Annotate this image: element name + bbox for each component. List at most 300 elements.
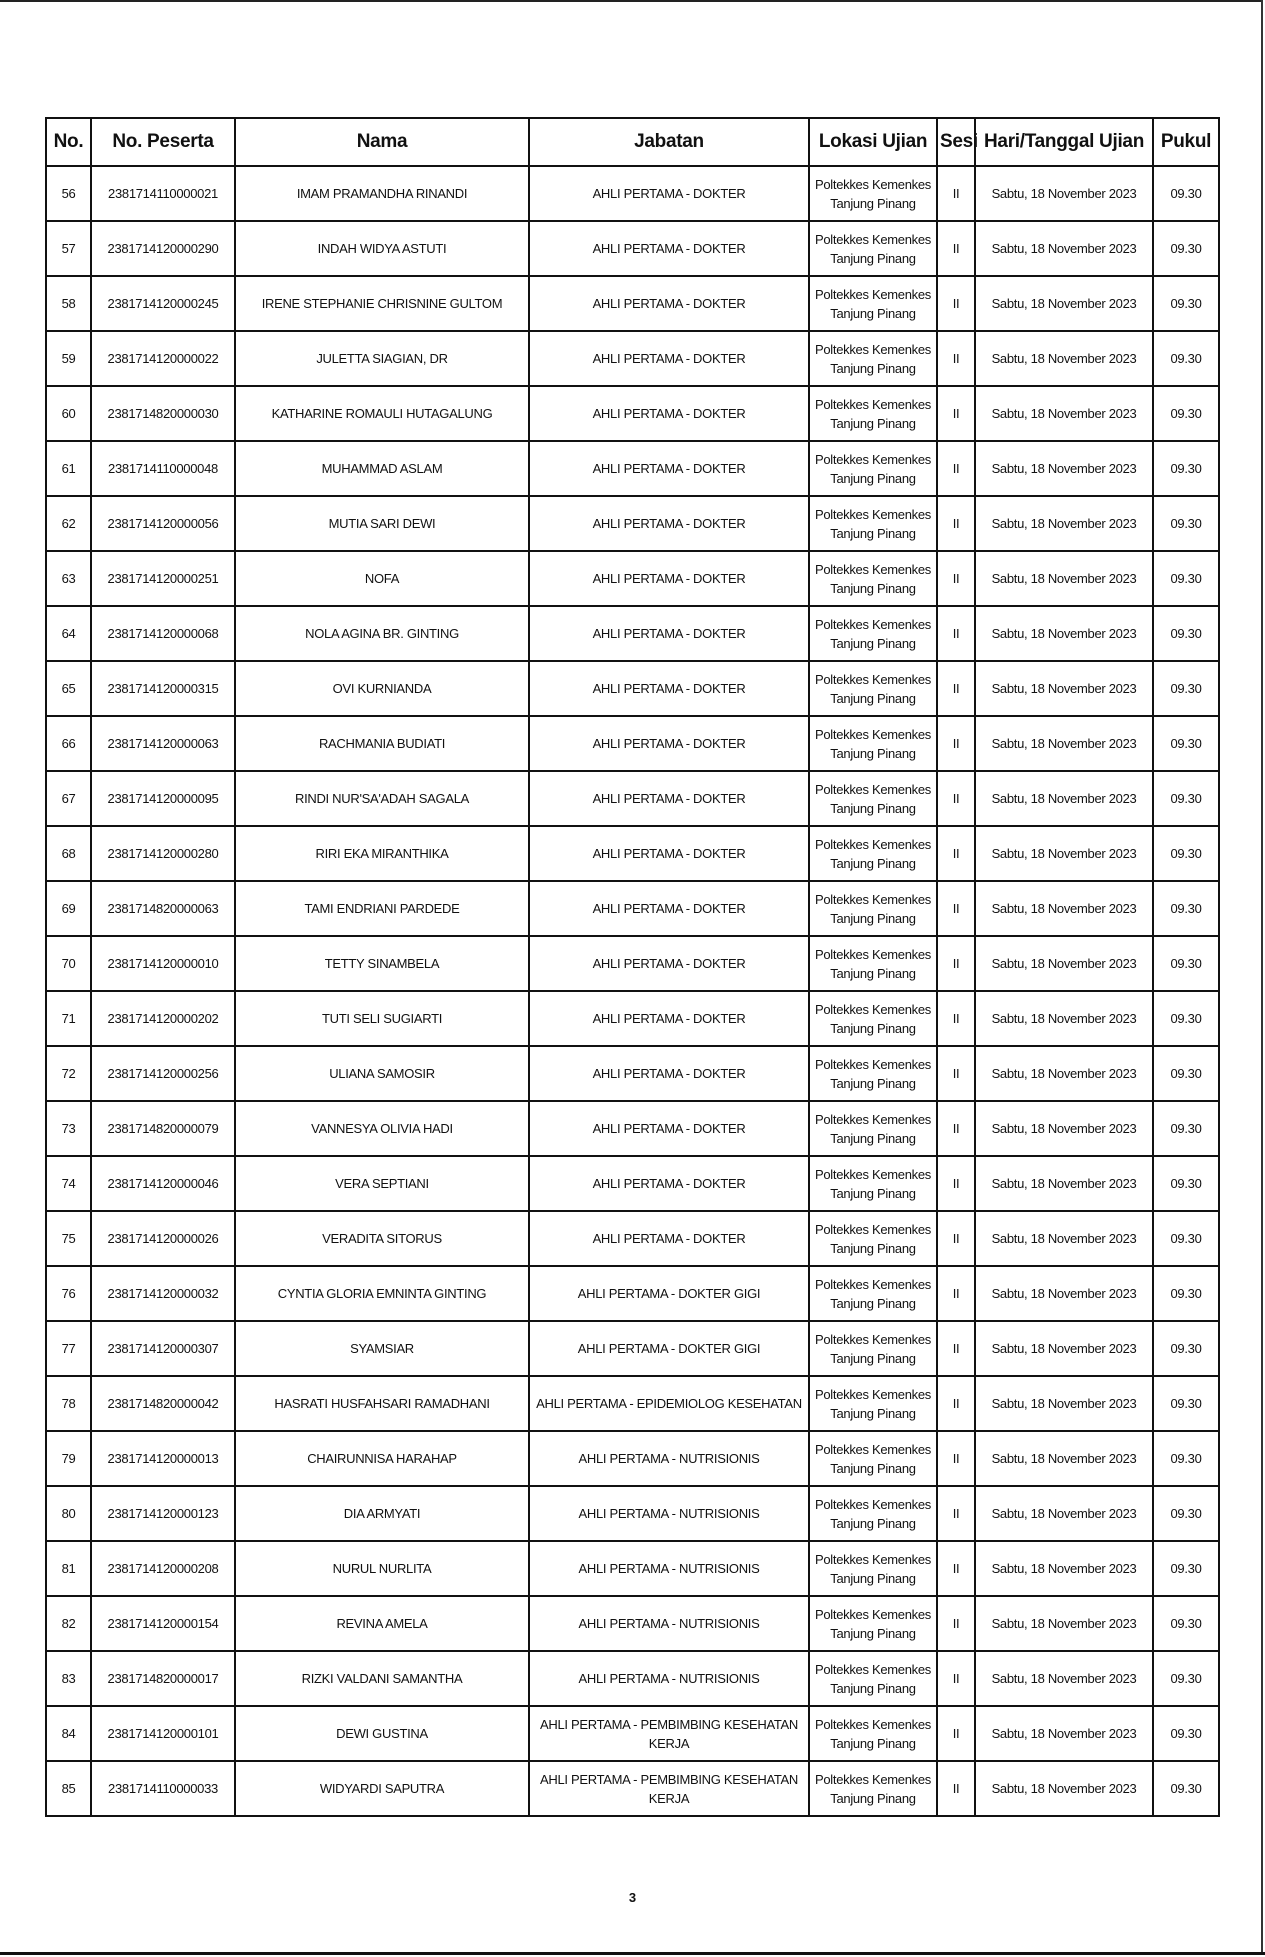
cell-pukul: 09.30 [1153,1101,1219,1156]
cell-no: 85 [46,1761,91,1816]
cell-no-peserta: 2381714120000032 [91,1266,235,1321]
lokasi-line-1: Poltekkes Kemenkes [815,451,931,467]
table-row [46,1541,1219,1596]
cell-tanggal-ujian: Sabtu, 18 November 2023 [975,331,1153,386]
cell-tanggal-ujian: Sabtu, 18 November 2023 [975,166,1153,221]
cell-sesi: II [937,1266,975,1321]
cell-no-peserta: 2381714120000251 [91,551,235,606]
cell-jabatan: AHLI PERTAMA - DOKTER [529,331,809,386]
cell-tanggal-ujian: Sabtu, 18 November 2023 [975,276,1153,331]
lokasi-line-2: Tanjung Pinang [830,1075,916,1091]
cell-tanggal-ujian: Sabtu, 18 November 2023 [975,1431,1153,1486]
lokasi-line-2: Tanjung Pinang [830,415,916,431]
cell-jabatan: AHLI PERTAMA - DOKTER [529,1211,809,1266]
cell-pukul: 09.30 [1153,1376,1219,1431]
table-row [46,221,1219,276]
table-row [46,1321,1219,1376]
cell-no-peserta: 2381714820000079 [91,1101,235,1156]
cell-pukul: 09.30 [1153,1486,1219,1541]
cell-jabatan: AHLI PERTAMA - NUTRISIONIS [529,1431,809,1486]
cell-lokasi-ujian [809,276,937,331]
cell-sesi: II [937,496,975,551]
cell-jabatan: AHLI PERTAMA - DOKTER [529,166,809,221]
cell-pukul: 09.30 [1153,1046,1219,1101]
cell-sesi: II [937,1321,975,1376]
lokasi-line-1: Poltekkes Kemenkes [815,286,931,302]
cell-no-peserta: 2381714120000315 [91,661,235,716]
lokasi-line-2: Tanjung Pinang [830,1185,916,1201]
cell-jabatan: AHLI PERTAMA - DOKTER [529,551,809,606]
cell-no-peserta: 2381714120000068 [91,606,235,661]
cell-tanggal-ujian: Sabtu, 18 November 2023 [975,936,1153,991]
lokasi-line-2: Tanjung Pinang [830,1790,916,1806]
cell-no: 69 [46,881,91,936]
cell-sesi: II [937,276,975,331]
cell-lokasi-ujian [809,1376,937,1431]
lokasi-line-1: Poltekkes Kemenkes [815,1661,931,1677]
lokasi-line-2: Tanjung Pinang [830,910,916,926]
table-row [46,551,1219,606]
cell-jabatan: AHLI PERTAMA - DOKTER [529,881,809,936]
cell-no-peserta: 2381714120000290 [91,221,235,276]
page-number: 3 [628,1890,637,1905]
lokasi-line-1: Poltekkes Kemenkes [815,671,931,687]
table-row [46,1376,1219,1431]
cell-no-peserta: 2381714120000123 [91,1486,235,1541]
cell-tanggal-ujian: Sabtu, 18 November 2023 [975,826,1153,881]
table-row [46,661,1219,716]
cell-sesi: II [937,606,975,661]
cell-no-peserta: 2381714120000280 [91,826,235,881]
lokasi-line-2: Tanjung Pinang [830,745,916,761]
table-row [46,716,1219,771]
cell-lokasi-ujian [809,1651,937,1706]
cell-sesi: II [937,551,975,606]
lokasi-line-1: Poltekkes Kemenkes [815,1056,931,1072]
cell-tanggal-ujian: Sabtu, 18 November 2023 [975,221,1153,276]
lokasi-line-2: Tanjung Pinang [830,470,916,486]
cell-lokasi-ujian [809,606,937,661]
cell-nama: RINDI NUR'SA'ADAH SAGALA [235,771,529,826]
cell-pukul: 09.30 [1153,606,1219,661]
cell-tanggal-ujian: Sabtu, 18 November 2023 [975,1046,1153,1101]
cell-nama: TAMI ENDRIANI PARDEDE [235,881,529,936]
cell-no: 62 [46,496,91,551]
lokasi-line-2: Tanjung Pinang [830,580,916,596]
cell-no: 79 [46,1431,91,1486]
cell-lokasi-ujian [809,1541,937,1596]
cell-nama: DIA ARMYATI [235,1486,529,1541]
cell-pukul: 09.30 [1153,496,1219,551]
lokasi-line-2: Tanjung Pinang [830,1130,916,1146]
cell-lokasi-ujian [809,441,937,496]
lokasi-line-1: Poltekkes Kemenkes [815,1606,931,1622]
cell-no: 71 [46,991,91,1046]
lokasi-line-1: Poltekkes Kemenkes [815,506,931,522]
cell-no: 63 [46,551,91,606]
lokasi-line-1: Poltekkes Kemenkes [815,726,931,742]
cell-jabatan: AHLI PERTAMA - DOKTER GIGI [529,1266,809,1321]
cell-lokasi-ujian [809,661,937,716]
table-row [46,1046,1219,1101]
cell-nama: TUTI SELI SUGIARTI [235,991,529,1046]
lokasi-line-2: Tanjung Pinang [830,1680,916,1696]
table-row [46,1596,1219,1651]
lokasi-line-1: Poltekkes Kemenkes [815,781,931,797]
cell-lokasi-ujian [809,1321,937,1376]
cell-no-peserta: 2381714120000202 [91,991,235,1046]
lokasi-line-2: Tanjung Pinang [830,250,916,266]
cell-no: 61 [46,441,91,496]
cell-nama: NOLA AGINA BR. GINTING [235,606,529,661]
cell-lokasi-ujian [809,496,937,551]
lokasi-line-1: Poltekkes Kemenkes [815,1551,931,1567]
cell-sesi: II [937,1101,975,1156]
cell-lokasi-ujian [809,1156,937,1211]
cell-nama: TETTY SINAMBELA [235,936,529,991]
cell-lokasi-ujian [809,551,937,606]
cell-pukul: 09.30 [1153,166,1219,221]
cell-no-peserta: 2381714120000063 [91,716,235,771]
cell-pukul: 09.30 [1153,661,1219,716]
cell-no-peserta: 2381714120000208 [91,1541,235,1596]
cell-no: 84 [46,1706,91,1761]
cell-pukul: 09.30 [1153,881,1219,936]
lokasi-line-2: Tanjung Pinang [830,1625,916,1641]
cell-pukul: 09.30 [1153,1321,1219,1376]
cell-no: 67 [46,771,91,826]
table-row [46,1211,1219,1266]
cell-no: 83 [46,1651,91,1706]
cell-pukul: 09.30 [1153,1156,1219,1211]
cell-lokasi-ujian [809,716,937,771]
cell-tanggal-ujian: Sabtu, 18 November 2023 [975,1376,1153,1431]
cell-lokasi-ujian [809,1431,937,1486]
cell-nama: REVINA AMELA [235,1596,529,1651]
cell-sesi: II [937,661,975,716]
lokasi-line-1: Poltekkes Kemenkes [815,836,931,852]
lokasi-line-2: Tanjung Pinang [830,1570,916,1586]
lokasi-line-1: Poltekkes Kemenkes [815,231,931,247]
cell-no: 65 [46,661,91,716]
table-row [46,166,1219,221]
cell-tanggal-ujian: Sabtu, 18 November 2023 [975,1596,1153,1651]
cell-sesi: II [937,771,975,826]
lokasi-line-2: Tanjung Pinang [830,1735,916,1751]
lokasi-line-2: Tanjung Pinang [830,1515,916,1531]
lokasi-line-1: Poltekkes Kemenkes [815,1331,931,1347]
lokasi-line-2: Tanjung Pinang [830,305,916,321]
cell-lokasi-ujian [809,991,937,1046]
table-row [46,1266,1219,1321]
cell-sesi: II [937,1541,975,1596]
cell-tanggal-ujian: Sabtu, 18 November 2023 [975,881,1153,936]
cell-no: 59 [46,331,91,386]
cell-tanggal-ujian: Sabtu, 18 November 2023 [975,1101,1153,1156]
cell-tanggal-ujian: Sabtu, 18 November 2023 [975,1266,1153,1321]
cell-pukul: 09.30 [1153,1761,1219,1816]
cell-lokasi-ujian [809,1211,937,1266]
cell-no-peserta: 2381714120000046 [91,1156,235,1211]
table-row [46,1156,1219,1211]
lokasi-line-1: Poltekkes Kemenkes [815,946,931,962]
lokasi-line-1: Poltekkes Kemenkes [815,1771,931,1787]
cell-nama: ULIANA SAMOSIR [235,1046,529,1101]
lokasi-line-2: Tanjung Pinang [830,525,916,541]
table-body [46,166,1219,1816]
cell-pukul: 09.30 [1153,221,1219,276]
cell-lokasi-ujian [809,771,937,826]
cell-no: 82 [46,1596,91,1651]
page-border-bottom [0,1952,1265,1955]
lokasi-line-2: Tanjung Pinang [830,360,916,376]
cell-no: 76 [46,1266,91,1321]
lokasi-line-1: Poltekkes Kemenkes [815,341,931,357]
cell-lokasi-ujian [809,1596,937,1651]
cell-nama: WIDYARDI SAPUTRA [235,1761,529,1816]
cell-jabatan: AHLI PERTAMA - DOKTER [529,276,809,331]
table-row [46,606,1219,661]
cell-jabatan: AHLI PERTAMA - PEMBIMBING KESEHATAN KERJA [529,1761,809,1816]
cell-tanggal-ujian: Sabtu, 18 November 2023 [975,551,1153,606]
cell-sesi: II [937,1376,975,1431]
cell-tanggal-ujian: Sabtu, 18 November 2023 [975,496,1153,551]
cell-lokasi-ujian [809,1266,937,1321]
cell-no-peserta: 2381714820000042 [91,1376,235,1431]
cell-nama: OVI KURNIANDA [235,661,529,716]
cell-sesi: II [937,1211,975,1266]
cell-sesi: II [937,221,975,276]
cell-no-peserta: 2381714120000013 [91,1431,235,1486]
cell-nama: VERADITA SITORUS [235,1211,529,1266]
table-row [46,1706,1219,1761]
lokasi-line-2: Tanjung Pinang [830,965,916,981]
cell-sesi: II [937,386,975,441]
cell-no: 66 [46,716,91,771]
table-row [46,386,1219,441]
cell-no: 64 [46,606,91,661]
lokasi-line-2: Tanjung Pinang [830,855,916,871]
cell-lokasi-ujian [809,221,937,276]
cell-jabatan: AHLI PERTAMA - PEMBIMBING KESEHATAN KERJA [529,1706,809,1761]
page-border-right [1261,0,1263,1955]
cell-nama: RACHMANIA BUDIATI [235,716,529,771]
header-jabatan: Jabatan [529,118,809,166]
lokasi-line-2: Tanjung Pinang [830,800,916,816]
lokasi-line-1: Poltekkes Kemenkes [815,1276,931,1292]
cell-tanggal-ujian: Sabtu, 18 November 2023 [975,1486,1153,1541]
cell-sesi: II [937,1046,975,1101]
lokasi-line-2: Tanjung Pinang [830,195,916,211]
cell-lokasi-ujian [809,936,937,991]
table-row [46,1101,1219,1156]
table-row [46,1486,1219,1541]
cell-sesi: II [937,1651,975,1706]
cell-no-peserta: 2381714820000017 [91,1651,235,1706]
cell-pukul: 09.30 [1153,936,1219,991]
cell-no-peserta: 2381714120000010 [91,936,235,991]
lokasi-line-2: Tanjung Pinang [830,1350,916,1366]
cell-sesi: II [937,1156,975,1211]
cell-no-peserta: 2381714820000063 [91,881,235,936]
table-row [46,276,1219,331]
cell-jabatan: AHLI PERTAMA - DOKTER [529,441,809,496]
cell-lokasi-ujian [809,166,937,221]
cell-no-peserta: 2381714120000026 [91,1211,235,1266]
cell-no-peserta: 2381714120000154 [91,1596,235,1651]
table-row [46,441,1219,496]
cell-nama: MUHAMMAD ASLAM [235,441,529,496]
cell-sesi: II [937,1486,975,1541]
cell-nama: CYNTIA GLORIA EMNINTA GINTING [235,1266,529,1321]
lokasi-line-2: Tanjung Pinang [830,1405,916,1421]
cell-jabatan: AHLI PERTAMA - DOKTER [529,661,809,716]
cell-tanggal-ujian: Sabtu, 18 November 2023 [975,771,1153,826]
cell-nama: INDAH WIDYA ASTUTI [235,221,529,276]
header-no-peserta: No. Peserta [91,118,235,166]
header-nama: Nama [235,118,529,166]
cell-pukul: 09.30 [1153,1651,1219,1706]
lokasi-line-2: Tanjung Pinang [830,635,916,651]
cell-nama: IRENE STEPHANIE CHRISNINE GULTOM [235,276,529,331]
cell-tanggal-ujian: Sabtu, 18 November 2023 [975,716,1153,771]
cell-no: 73 [46,1101,91,1156]
cell-pukul: 09.30 [1153,441,1219,496]
cell-lokasi-ujian [809,386,937,441]
cell-tanggal-ujian: Sabtu, 18 November 2023 [975,1321,1153,1376]
cell-jabatan: AHLI PERTAMA - DOKTER [529,991,809,1046]
cell-no: 60 [46,386,91,441]
cell-tanggal-ujian: Sabtu, 18 November 2023 [975,1651,1153,1706]
cell-nama: RIZKI VALDANI SAMANTHA [235,1651,529,1706]
cell-lokasi-ujian [809,331,937,386]
lokasi-line-2: Tanjung Pinang [830,1460,916,1476]
table-row [46,991,1219,1046]
lokasi-line-1: Poltekkes Kemenkes [815,396,931,412]
cell-tanggal-ujian: Sabtu, 18 November 2023 [975,606,1153,661]
cell-jabatan: AHLI PERTAMA - NUTRISIONIS [529,1651,809,1706]
cell-nama: VERA SEPTIANI [235,1156,529,1211]
cell-no-peserta: 2381714120000095 [91,771,235,826]
cell-no-peserta: 2381714120000101 [91,1706,235,1761]
cell-sesi: II [937,1761,975,1816]
cell-no-peserta: 2381714120000256 [91,1046,235,1101]
cell-sesi: II [937,991,975,1046]
cell-nama: JULETTA SIAGIAN, DR [235,331,529,386]
cell-sesi: II [937,716,975,771]
cell-sesi: II [937,1706,975,1761]
cell-no: 56 [46,166,91,221]
exam-schedule-table [45,117,1220,1817]
cell-no-peserta: 2381714110000048 [91,441,235,496]
table-row [46,881,1219,936]
cell-jabatan: AHLI PERTAMA - DOKTER [529,826,809,881]
cell-jabatan: AHLI PERTAMA - DOKTER [529,221,809,276]
cell-lokasi-ujian [809,1046,937,1101]
cell-sesi: II [937,1596,975,1651]
cell-no-peserta: 2381714120000056 [91,496,235,551]
cell-tanggal-ujian: Sabtu, 18 November 2023 [975,991,1153,1046]
cell-pukul: 09.30 [1153,991,1219,1046]
cell-sesi: II [937,826,975,881]
table-row [46,496,1219,551]
table-row [46,1431,1219,1486]
cell-pukul: 09.30 [1153,716,1219,771]
cell-no: 74 [46,1156,91,1211]
cell-tanggal-ujian: Sabtu, 18 November 2023 [975,1761,1153,1816]
lokasi-line-1: Poltekkes Kemenkes [815,1111,931,1127]
lokasi-line-1: Poltekkes Kemenkes [815,1496,931,1512]
cell-nama: IMAM PRAMANDHA RINANDI [235,166,529,221]
cell-jabatan: AHLI PERTAMA - DOKTER [529,496,809,551]
cell-lokasi-ujian [809,1761,937,1816]
header-pukul: Pukul [1153,118,1219,166]
cell-jabatan: AHLI PERTAMA - NUTRISIONIS [529,1596,809,1651]
table-row [46,826,1219,881]
cell-jabatan: AHLI PERTAMA - DOKTER [529,1046,809,1101]
lokasi-line-1: Poltekkes Kemenkes [815,1716,931,1732]
cell-nama: MUTIA SARI DEWI [235,496,529,551]
cell-lokasi-ujian [809,1101,937,1156]
cell-tanggal-ujian: Sabtu, 18 November 2023 [975,1706,1153,1761]
table-row [46,771,1219,826]
cell-jabatan: AHLI PERTAMA - DOKTER [529,386,809,441]
cell-tanggal-ujian: Sabtu, 18 November 2023 [975,1541,1153,1596]
cell-no-peserta: 2381714110000021 [91,166,235,221]
cell-no: 78 [46,1376,91,1431]
cell-pukul: 09.30 [1153,826,1219,881]
cell-pukul: 09.30 [1153,331,1219,386]
cell-pukul: 09.30 [1153,386,1219,441]
lokasi-line-1: Poltekkes Kemenkes [815,1221,931,1237]
cell-tanggal-ujian: Sabtu, 18 November 2023 [975,661,1153,716]
lokasi-line-1: Poltekkes Kemenkes [815,561,931,577]
cell-pukul: 09.30 [1153,771,1219,826]
lokasi-line-2: Tanjung Pinang [830,1020,916,1036]
cell-no-peserta: 2381714120000022 [91,331,235,386]
lokasi-line-2: Tanjung Pinang [830,1240,916,1256]
cell-jabatan: AHLI PERTAMA - DOKTER [529,606,809,661]
cell-jabatan: AHLI PERTAMA - DOKTER GIGI [529,1321,809,1376]
cell-no-peserta: 2381714820000030 [91,386,235,441]
cell-jabatan: AHLI PERTAMA - NUTRISIONIS [529,1486,809,1541]
cell-sesi: II [937,1431,975,1486]
cell-nama: RIRI EKA MIRANTHIKA [235,826,529,881]
cell-lokasi-ujian [809,1486,937,1541]
lokasi-line-1: Poltekkes Kemenkes [815,1001,931,1017]
cell-pukul: 09.30 [1153,1541,1219,1596]
lokasi-line-1: Poltekkes Kemenkes [815,891,931,907]
header-tanggal-ujian: Hari/Tanggal Ujian [975,118,1153,166]
cell-pukul: 09.30 [1153,276,1219,331]
cell-pukul: 09.30 [1153,1266,1219,1321]
table-header-row [46,118,1219,166]
cell-pukul: 09.30 [1153,1596,1219,1651]
cell-sesi: II [937,881,975,936]
header-sesi: Sesi [937,118,975,166]
header-no: No. [46,118,91,166]
cell-nama: CHAIRUNNISA HARAHAP [235,1431,529,1486]
cell-nama: DEWI GUSTINA [235,1706,529,1761]
cell-no: 58 [46,276,91,331]
cell-no: 80 [46,1486,91,1541]
lokasi-line-2: Tanjung Pinang [830,1295,916,1311]
cell-pukul: 09.30 [1153,1431,1219,1486]
cell-pukul: 09.30 [1153,1211,1219,1266]
cell-nama: VANNESYA OLIVIA HADI [235,1101,529,1156]
cell-tanggal-ujian: Sabtu, 18 November 2023 [975,386,1153,441]
cell-jabatan: AHLI PERTAMA - NUTRISIONIS [529,1541,809,1596]
